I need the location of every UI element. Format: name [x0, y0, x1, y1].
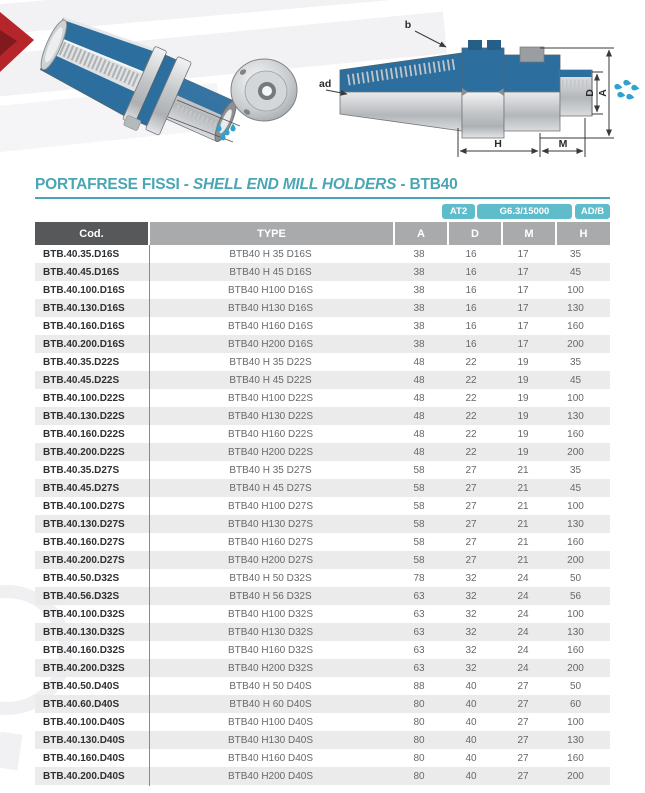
- cell-d: 32: [465, 590, 477, 602]
- cell-m: 21: [517, 536, 529, 548]
- cell-a: 48: [413, 392, 425, 404]
- cell-type: BTB40 H200 D22S: [227, 446, 314, 458]
- cell-m: 27: [517, 770, 529, 782]
- cell-h: 130: [567, 518, 584, 530]
- cell-cod: BTB.40.130.D40S: [43, 734, 125, 746]
- cell-a: 63: [413, 644, 425, 656]
- cell-m: 21: [517, 518, 529, 530]
- table-row: [35, 659, 610, 677]
- cell-a: 38: [413, 248, 425, 260]
- table-row: [35, 461, 610, 479]
- cell-d: 27: [465, 500, 477, 512]
- cell-cod: BTB.40.45.D16S: [43, 266, 120, 278]
- cell-m: 19: [517, 446, 529, 458]
- cell-cod: BTB.40.200.D32S: [43, 662, 125, 674]
- cell-d: 40: [465, 680, 477, 692]
- cell-type: BTB40 H200 D40S: [227, 770, 314, 782]
- cell-type: BTB40 H 45 D27S: [229, 482, 312, 494]
- table-row: [35, 479, 610, 497]
- cell-m: 17: [517, 248, 529, 260]
- cell-h: 45: [569, 374, 582, 386]
- badge-adb: AD/B: [575, 204, 610, 219]
- cell-a: 38: [413, 266, 425, 278]
- holder-dimension-diagram: [319, 19, 640, 157]
- cell-h: 35: [569, 464, 582, 476]
- column-divider: [149, 245, 150, 786]
- cell-m: 21: [517, 482, 529, 494]
- cell-h: 200: [567, 554, 584, 566]
- column-header-d: D: [449, 222, 501, 245]
- cell-d: 22: [465, 392, 477, 404]
- cell-h: 35: [569, 356, 582, 368]
- cell-type: BTB40 H160 D22S: [227, 428, 314, 440]
- cell-m: 24: [517, 626, 529, 638]
- cell-d: 22: [465, 410, 477, 422]
- cell-m: 19: [517, 428, 529, 440]
- cell-cod: BTB.40.50.D32S: [43, 572, 120, 584]
- cell-h: 50: [569, 572, 582, 584]
- column-header-h: H: [557, 222, 610, 245]
- column-header-a: A: [395, 222, 447, 245]
- cell-cod: BTB.40.130.D32S: [43, 626, 125, 638]
- table-row: [35, 731, 610, 749]
- cell-a: 80: [413, 734, 425, 746]
- cell-type: BTB40 H160 D40S: [227, 752, 314, 764]
- cell-a: 58: [413, 464, 425, 476]
- cell-cod: BTB.40.100.D32S: [43, 608, 125, 620]
- cell-h: 200: [567, 662, 584, 674]
- cell-d: 16: [465, 338, 477, 350]
- table-row: [35, 569, 610, 587]
- cell-d: 40: [465, 716, 477, 728]
- table-row: [35, 623, 610, 641]
- cell-type: BTB40 H130 D16S: [227, 302, 314, 314]
- cell-m: 27: [517, 698, 529, 710]
- cell-type: BTB40 H100 D16S: [227, 284, 314, 296]
- cell-type: BTB40 H100 D40S: [227, 716, 314, 728]
- cell-m: 19: [517, 374, 529, 386]
- cell-type: BTB40 H100 D27S: [227, 500, 314, 512]
- cell-d: 32: [465, 608, 477, 620]
- cell-d: 32: [465, 626, 477, 638]
- red-logo-fragment: [0, 12, 34, 72]
- cell-cod: BTB.40.100.D27S: [43, 500, 125, 512]
- cell-cod: BTB.40.200.D22S: [43, 446, 125, 458]
- cell-a: 48: [413, 374, 425, 386]
- badge-balance-spec: G6.3/15000: [477, 204, 572, 219]
- page-title: PORTAFRESE FISSI - SHELL END MILL HOLDERS - BTB40: [35, 176, 458, 193]
- cell-h: 160: [567, 644, 584, 656]
- cell-h: 130: [567, 410, 584, 422]
- table-row: [35, 245, 610, 263]
- cell-h: 200: [567, 338, 584, 350]
- cell-m: 24: [517, 572, 529, 584]
- cell-d: 32: [465, 644, 477, 656]
- cell-cod: BTB.40.160.D32S: [43, 644, 125, 656]
- cell-h: 56: [569, 590, 582, 602]
- table-header: [35, 222, 610, 245]
- cell-type: BTB40 H 45 D22S: [229, 374, 312, 386]
- cell-type: BTB40 H 45 D16S: [229, 266, 312, 278]
- table-row: [35, 587, 610, 605]
- cell-m: 19: [517, 356, 529, 368]
- cell-d: 16: [465, 284, 477, 296]
- table-row: [35, 767, 610, 785]
- watermark-shape: [0, 732, 22, 771]
- table-row: [35, 425, 610, 443]
- cell-h: 60: [569, 698, 582, 710]
- product-illustrations: [0, 0, 645, 175]
- cell-a: 63: [413, 626, 425, 638]
- cell-d: 27: [465, 554, 477, 566]
- cell-m: 17: [517, 338, 529, 350]
- table-row: [35, 443, 610, 461]
- cell-a: 63: [413, 608, 425, 620]
- dim-label-H: H: [494, 138, 502, 150]
- cell-m: 24: [517, 608, 529, 620]
- cell-h: 100: [567, 500, 584, 512]
- cell-h: 200: [567, 770, 584, 782]
- cell-d: 27: [465, 464, 477, 476]
- cell-a: 80: [413, 770, 425, 782]
- table-row: [35, 713, 610, 731]
- table-body: [35, 245, 610, 785]
- table-row: [35, 515, 610, 533]
- cell-d: 22: [465, 374, 477, 386]
- cell-type: BTB40 H 60 D40S: [229, 698, 312, 710]
- dim-label-b: b: [404, 19, 412, 31]
- cell-a: 58: [413, 482, 425, 494]
- table-row: [35, 533, 610, 551]
- cell-h: 45: [569, 266, 582, 278]
- cell-cod: BTB.40.130.D27S: [43, 518, 125, 530]
- cell-m: 24: [517, 644, 529, 656]
- cell-h: 160: [567, 752, 584, 764]
- cell-type: BTB40 H130 D32S: [227, 626, 314, 638]
- table-row: [35, 677, 610, 695]
- cell-cod: BTB.40.100.D16S: [43, 284, 125, 296]
- cell-a: 88: [413, 680, 425, 692]
- cell-d: 27: [465, 518, 477, 530]
- cell-type: BTB40 H200 D16S: [227, 338, 314, 350]
- cell-a: 38: [413, 320, 425, 332]
- cell-m: 17: [517, 284, 529, 296]
- cell-m: 17: [517, 302, 529, 314]
- cell-h: 130: [567, 734, 584, 746]
- cell-type: BTB40 H160 D32S: [227, 644, 314, 656]
- cell-h: 35: [569, 248, 582, 260]
- cell-h: 130: [567, 626, 584, 638]
- cell-h: 160: [567, 536, 584, 548]
- dim-label-D: D: [584, 89, 596, 97]
- cell-m: 24: [517, 662, 529, 674]
- cell-cod: BTB.40.200.D16S: [43, 338, 125, 350]
- cell-m: 21: [517, 500, 529, 512]
- cell-d: 27: [465, 536, 477, 548]
- cell-a: 63: [413, 590, 425, 602]
- table-row: [35, 551, 610, 569]
- cell-m: 19: [517, 410, 529, 422]
- cell-m: 19: [517, 392, 529, 404]
- cell-type: BTB40 H 50 D32S: [229, 572, 312, 584]
- cell-a: 80: [413, 752, 425, 764]
- cell-a: 58: [413, 536, 425, 548]
- cell-cod: BTB.40.35.D27S: [43, 464, 120, 476]
- cell-type: BTB40 H 50 D40S: [229, 680, 312, 692]
- cell-a: 48: [413, 356, 425, 368]
- cell-a: 58: [413, 518, 425, 530]
- cell-cod: BTB.40.160.D16S: [43, 320, 125, 332]
- cell-type: BTB40 H 35 D27S: [229, 464, 312, 476]
- cell-d: 16: [465, 302, 477, 314]
- cell-a: 58: [413, 554, 425, 566]
- cell-cod: BTB.40.160.D22S: [43, 428, 125, 440]
- table-row: [35, 389, 610, 407]
- cell-d: 16: [465, 266, 477, 278]
- cell-cod: BTB.40.35.D22S: [43, 356, 120, 368]
- table-row: [35, 641, 610, 659]
- cell-cod: BTB.40.35.D16S: [43, 248, 120, 260]
- cell-d: 40: [465, 734, 477, 746]
- cell-type: BTB40 H100 D22S: [227, 392, 314, 404]
- cell-d: 22: [465, 356, 477, 368]
- cell-cod: BTB.40.100.D22S: [43, 392, 125, 404]
- cell-a: 48: [413, 410, 425, 422]
- cell-h: 100: [567, 284, 584, 296]
- cell-type: BTB40 H200 D32S: [227, 662, 314, 674]
- cell-a: 78: [413, 572, 425, 584]
- cell-type: BTB40 H130 D40S: [227, 734, 314, 746]
- cell-a: 48: [413, 446, 425, 458]
- cell-m: 21: [517, 554, 529, 566]
- table-row: [35, 371, 610, 389]
- column-header-m: M: [503, 222, 555, 245]
- cell-a: 38: [413, 338, 425, 350]
- dim-label-M: M: [558, 138, 568, 150]
- table-row: [35, 695, 610, 713]
- cell-h: 100: [567, 716, 584, 728]
- table-row: [35, 281, 610, 299]
- cell-d: 22: [465, 446, 477, 458]
- column-header-cod: Cod.: [35, 222, 148, 245]
- title-english: SHELL END MILL HOLDERS: [192, 176, 397, 193]
- cell-d: 40: [465, 698, 477, 710]
- table-row: [35, 299, 610, 317]
- cell-a: 48: [413, 428, 425, 440]
- cell-cod: BTB.40.130.D22S: [43, 410, 125, 422]
- cell-m: 27: [517, 752, 529, 764]
- table-row: [35, 605, 610, 623]
- cell-h: 45: [569, 482, 582, 494]
- cell-type: BTB40 H200 D27S: [227, 554, 314, 566]
- cell-m: 21: [517, 464, 529, 476]
- title-underline: [35, 197, 610, 199]
- holder-face-view: [231, 59, 297, 121]
- cell-a: 58: [413, 500, 425, 512]
- cell-type: BTB40 H 56 D32S: [229, 590, 312, 602]
- cell-cod: BTB.40.200.D27S: [43, 554, 125, 566]
- table-row: [35, 317, 610, 335]
- cell-m: 27: [517, 716, 529, 728]
- cell-h: 160: [567, 320, 584, 332]
- spec-table: [35, 222, 610, 785]
- cell-h: 100: [567, 608, 584, 620]
- cell-cod: BTB.40.200.D40S: [43, 770, 125, 782]
- cell-a: 38: [413, 284, 425, 296]
- cell-d: 40: [465, 770, 477, 782]
- table-row: [35, 263, 610, 281]
- cell-d: 16: [465, 248, 477, 260]
- cell-m: 27: [517, 680, 529, 692]
- cell-a: 38: [413, 302, 425, 314]
- cell-type: BTB40 H130 D27S: [227, 518, 314, 530]
- table-row: [35, 335, 610, 353]
- cell-h: 50: [569, 680, 582, 692]
- cell-cod: BTB.40.45.D22S: [43, 374, 120, 386]
- title-main: PORTAFRESE FISSI: [35, 176, 180, 193]
- cell-h: 160: [567, 428, 584, 440]
- cell-cod: BTB.40.56.D32S: [43, 590, 120, 602]
- cell-a: 80: [413, 698, 425, 710]
- cell-cod: BTB.40.60.D40S: [43, 698, 120, 710]
- cell-h: 100: [567, 392, 584, 404]
- coolant-drops-icon: [614, 79, 640, 100]
- dim-label-A: A: [597, 89, 609, 97]
- cell-h: 130: [567, 302, 584, 314]
- cell-d: 32: [465, 662, 477, 674]
- cell-d: 32: [465, 572, 477, 584]
- cell-m: 27: [517, 734, 529, 746]
- table-row: [35, 353, 610, 371]
- title-code: BTB40: [409, 176, 458, 193]
- table-row: [35, 749, 610, 767]
- cell-cod: BTB.40.160.D40S: [43, 752, 125, 764]
- cell-type: BTB40 H 35 D16S: [229, 248, 312, 260]
- cell-m: 17: [517, 266, 529, 278]
- table-row: [35, 407, 610, 425]
- badge-at2: AT2: [442, 204, 475, 219]
- cell-cod: BTB.40.50.D40S: [43, 680, 120, 692]
- cell-d: 40: [465, 752, 477, 764]
- cell-type: BTB40 H160 D27S: [227, 536, 314, 548]
- column-header-type: TYPE: [150, 222, 393, 245]
- cell-type: BTB40 H100 D32S: [227, 608, 314, 620]
- cell-cod: BTB.40.45.D27S: [43, 482, 120, 494]
- cell-cod: BTB.40.100.D40S: [43, 716, 125, 728]
- cell-d: 16: [465, 320, 477, 332]
- cell-d: 27: [465, 482, 477, 494]
- cell-h: 200: [567, 446, 584, 458]
- cell-a: 63: [413, 662, 425, 674]
- dim-label-ad: ad: [319, 78, 332, 90]
- cell-m: 17: [517, 320, 529, 332]
- cell-cod: BTB.40.130.D16S: [43, 302, 125, 314]
- table-row: [35, 497, 610, 515]
- cell-d: 22: [465, 428, 477, 440]
- cell-a: 80: [413, 716, 425, 728]
- holder-3d-illustration: [29, 5, 247, 164]
- cell-type: BTB40 H 35 D22S: [229, 356, 312, 368]
- cell-cod: BTB.40.160.D27S: [43, 536, 125, 548]
- cell-m: 24: [517, 590, 529, 602]
- cell-type: BTB40 H160 D16S: [227, 320, 314, 332]
- cell-type: BTB40 H130 D22S: [227, 410, 314, 422]
